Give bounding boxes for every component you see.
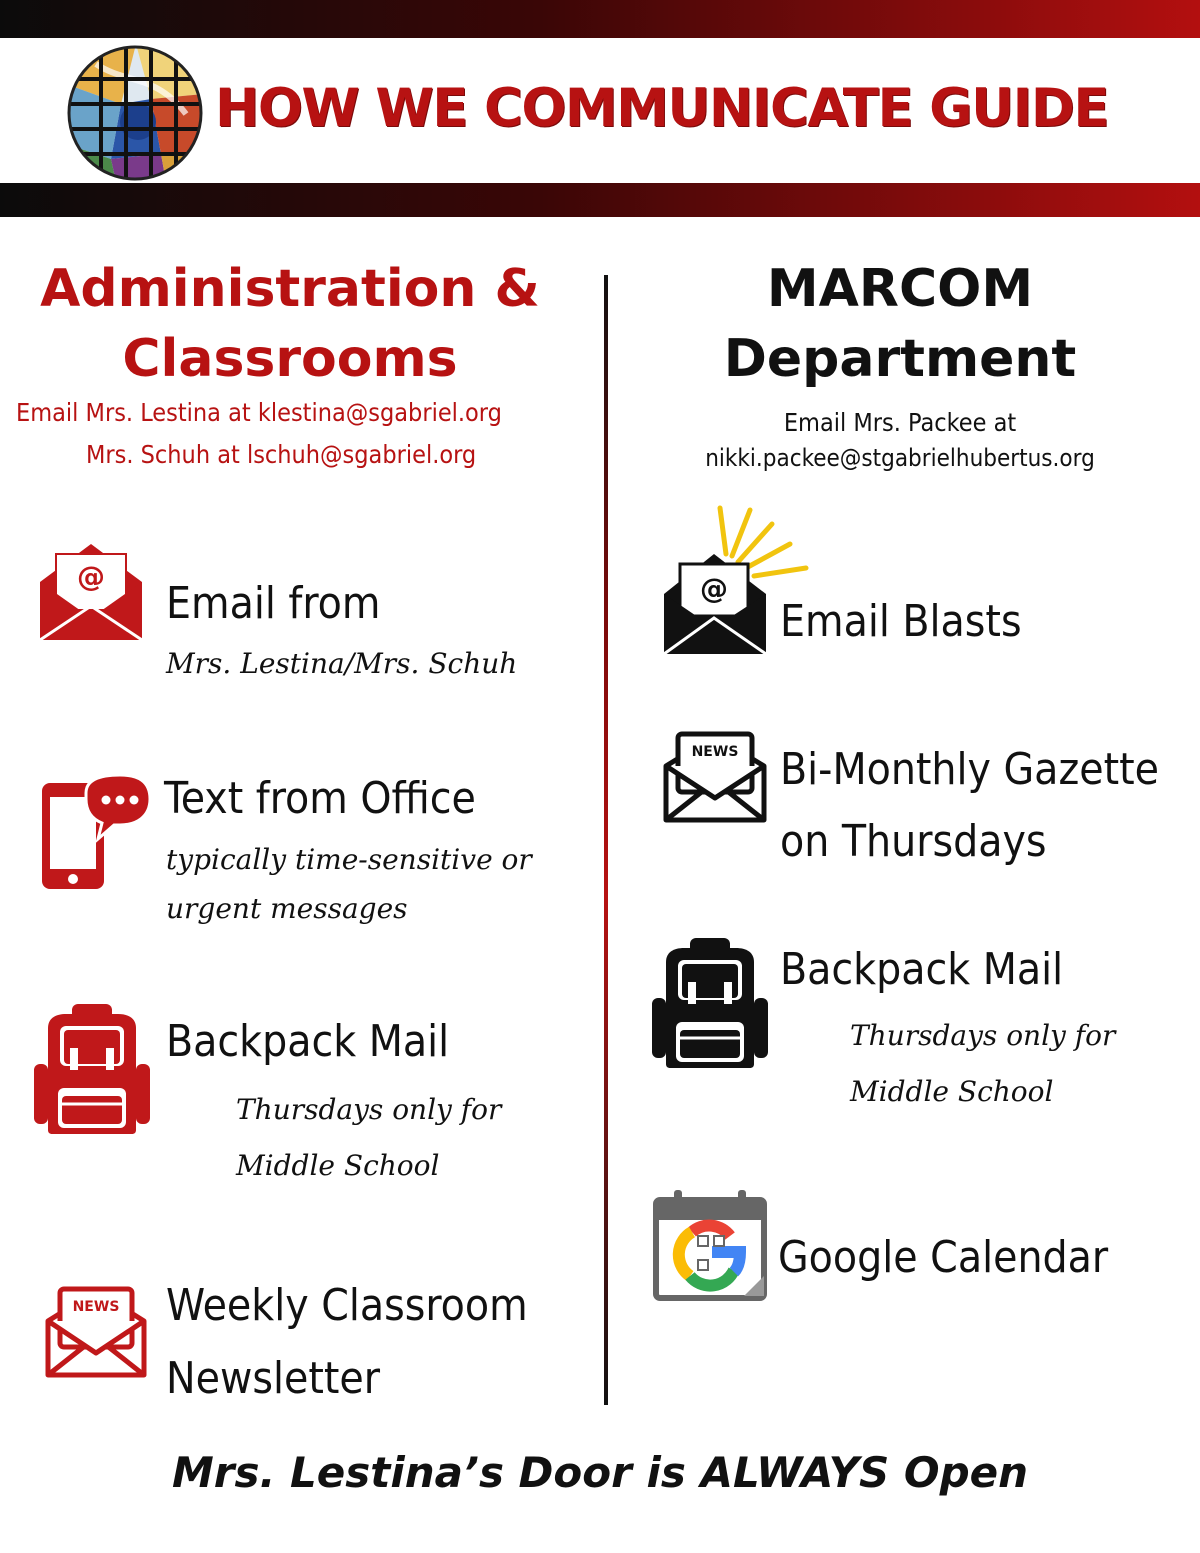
gazette-title-line2: on Thursdays [780,816,1047,867]
right-contact-line2: nikki.packee@stgabrielhubertus.org [705,444,1095,472]
backpack-right-subtitle-line2: Middle School [850,1075,1054,1108]
backpack-left-subtitle-line1: Thursdays only for [236,1093,502,1126]
google-calendar-icon [652,1188,768,1302]
weekly-newsletter-title-line2: Newsletter [166,1353,380,1404]
backpack-icon [34,1004,150,1136]
page-title: HOW WE COMMUNICATE GUIDE [215,78,1109,139]
left-column-heading [20,254,560,394]
right-heading-line2: Department [723,329,1077,389]
header-bottom-bar [0,183,1200,217]
stained-glass-logo-icon [66,44,204,182]
email-from-subtitle: Mrs. Lestina/Mrs. Schuh [166,647,518,680]
right-heading-line1: MARCOM [766,259,1034,319]
gazette-title-line1: Bi-Monthly Gazette [780,744,1159,795]
backpack-icon [652,938,768,1070]
text-office-subtitle-line2: urgent messages [166,892,408,925]
text-office-subtitle-line1: typically time-sensitive or [166,843,532,876]
text-from-office-title: Text from Office [164,773,476,824]
right-column-heading [650,254,1150,394]
email-icon [38,540,144,644]
left-heading-line2: Classrooms [122,329,458,389]
top-banner-bar [0,0,1200,38]
phone-text-icon [40,775,152,893]
newsletter-icon [44,1285,148,1379]
weekly-newsletter-title-line1: Weekly Classroom [166,1280,528,1331]
news-badge: NEWS [72,1299,120,1315]
svg-text:@: @ [700,572,728,605]
left-contact-line1: Email Mrs. Lestina at klestina@sgabriel.org [16,398,502,427]
backpack-right-subtitle-line1: Thursdays only for [850,1019,1116,1052]
footer-message: Mrs. Lestina’s Door is ALWAYS Open [171,1448,1029,1497]
svg-text:@: @ [77,560,105,593]
google-calendar-title: Google Calendar [778,1232,1109,1283]
right-contact-line1: Email Mrs. Packee at [783,408,1017,437]
left-contact-line2: Mrs. Schuh at lschuh@sgabriel.org [86,440,477,469]
gazette-newsletter-icon [662,730,768,824]
email-from-title: Email from [166,578,381,629]
backpack-mail-title-right: Backpack Mail [780,944,1064,995]
column-divider [604,275,608,1405]
email-blasts-title: Email Blasts [780,596,1022,647]
backpack-left-subtitle-line2: Middle School [236,1149,440,1182]
gazette-news-badge: NEWS [691,744,739,760]
left-heading-line1: Administration & [40,259,540,319]
backpack-mail-title-left: Backpack Mail [166,1016,450,1067]
